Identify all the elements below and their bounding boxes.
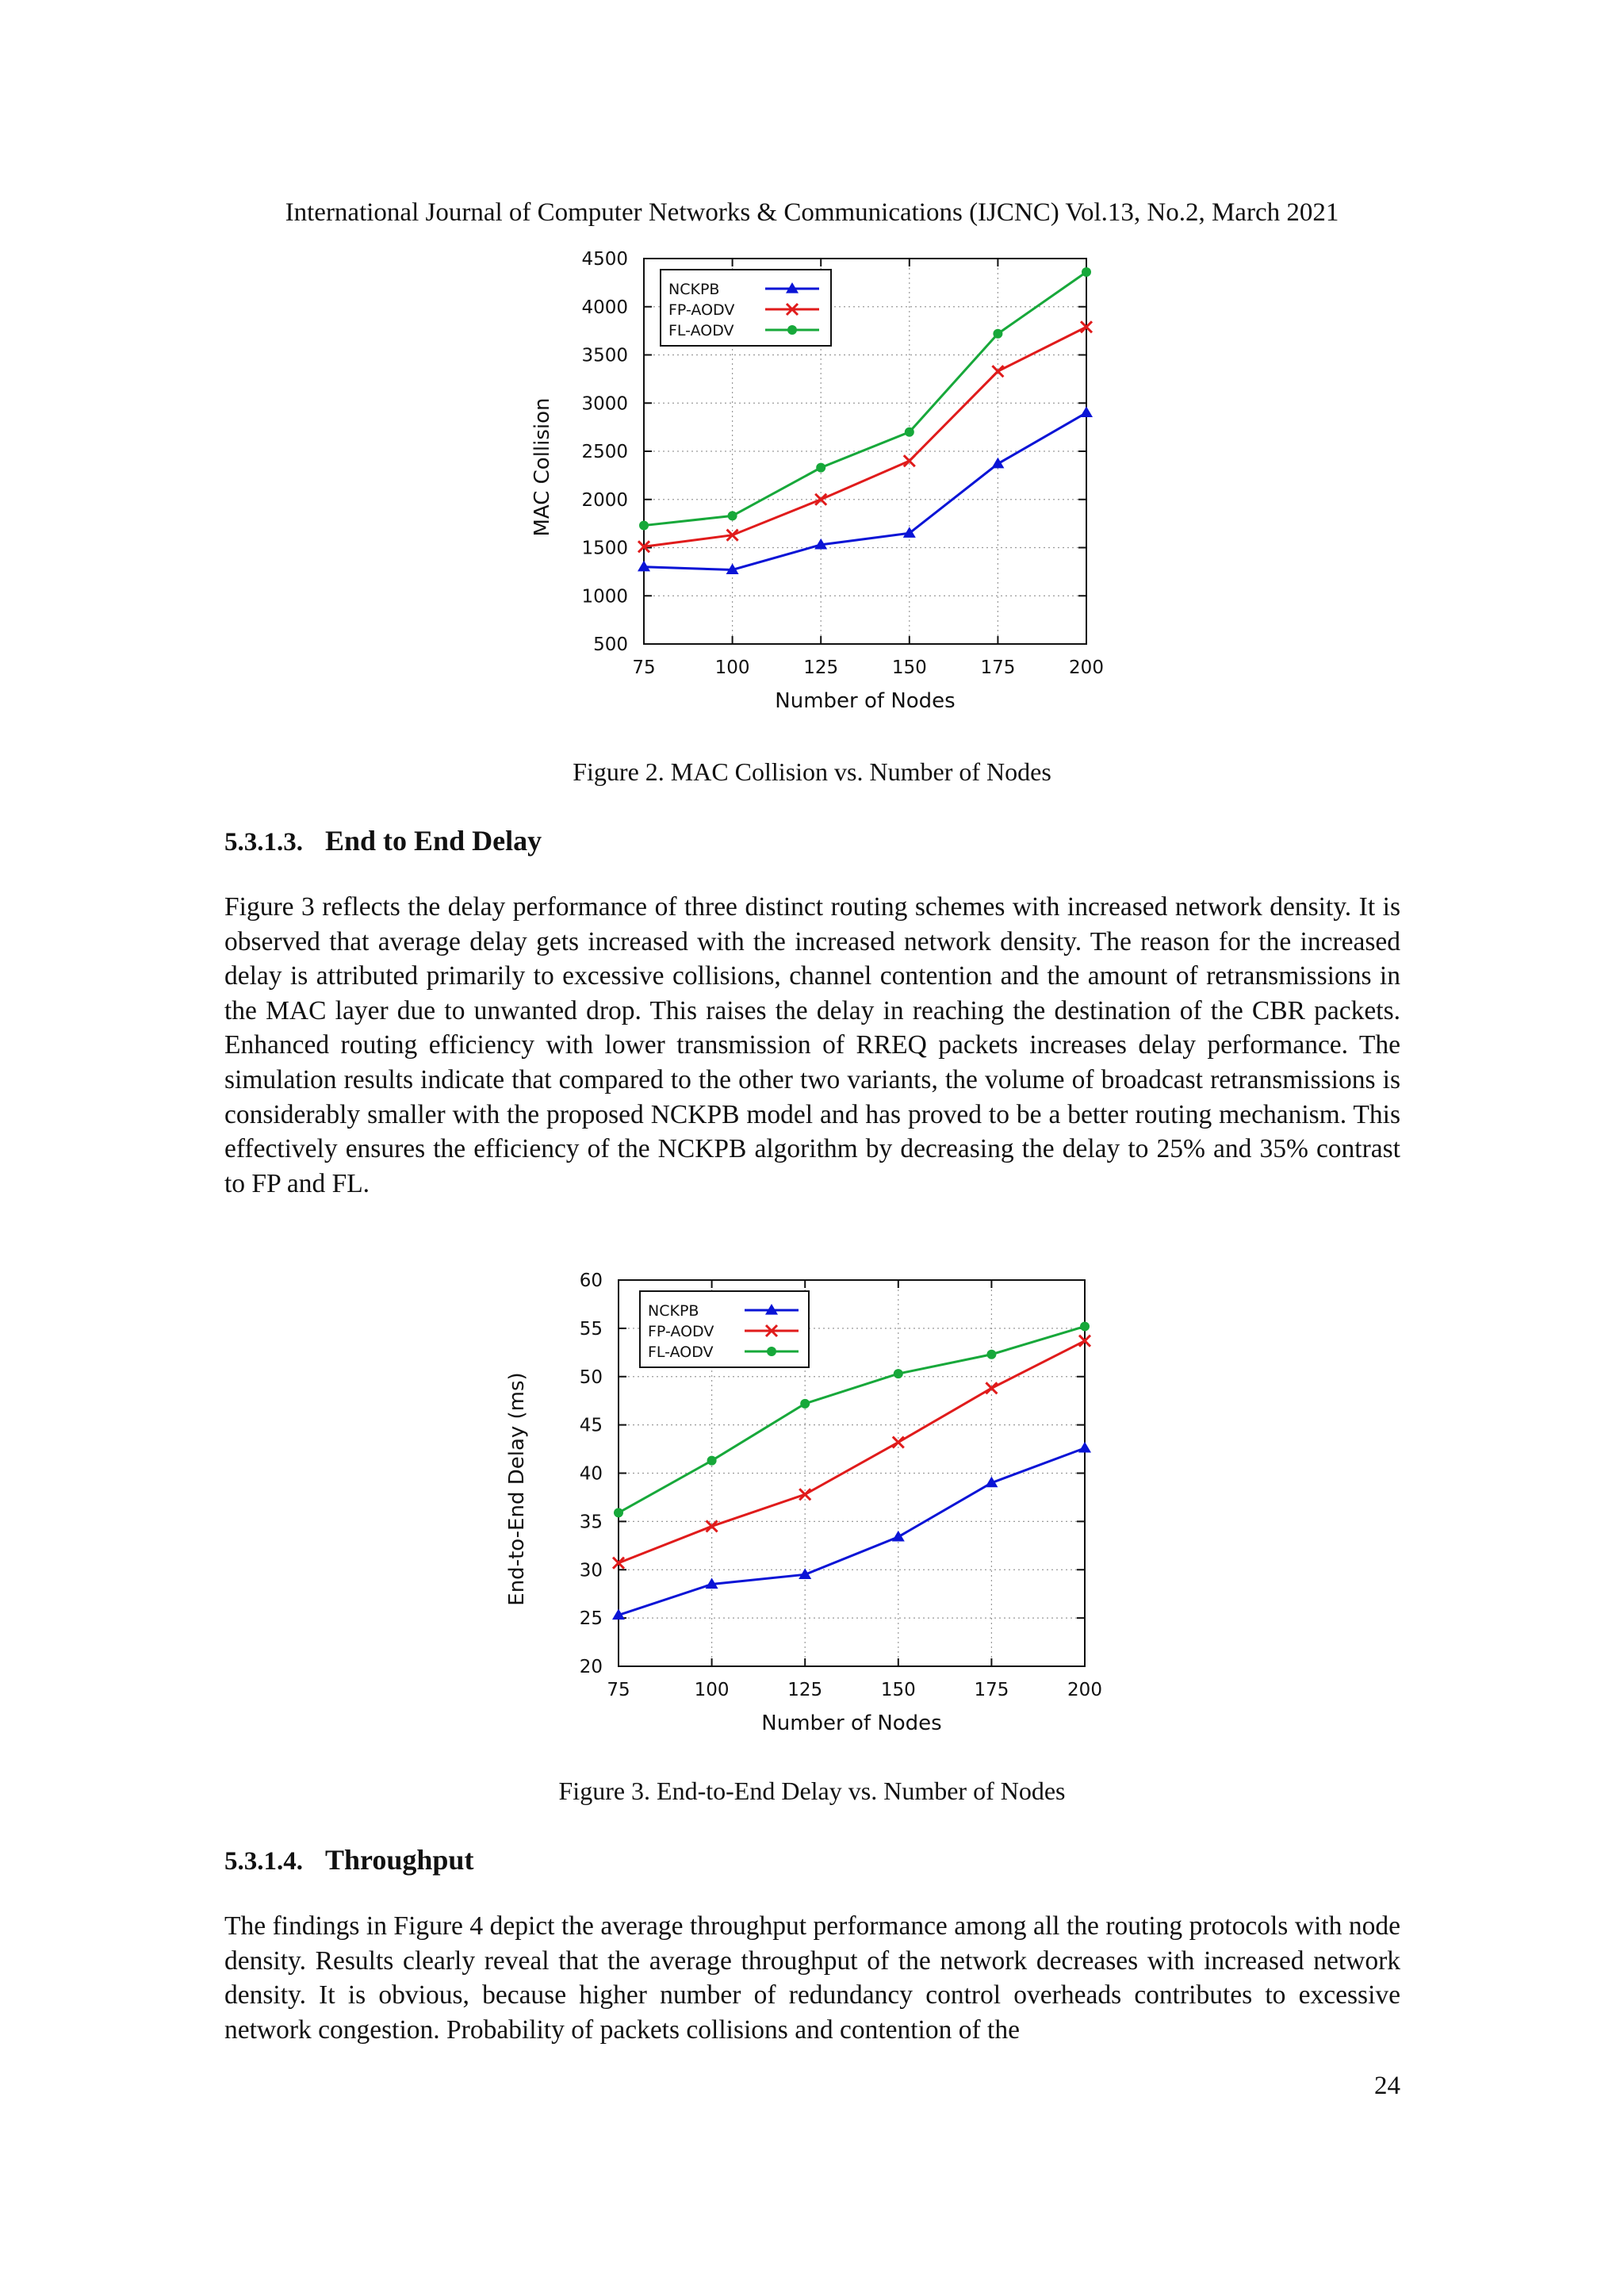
fl-aodv-point — [707, 1456, 717, 1466]
y-tick-label: 40 — [579, 1463, 603, 1485]
section-number: 5.3.1.3. — [224, 828, 303, 857]
legend-label-fl-aodv: FL-AODV — [668, 322, 734, 339]
x-axis-label: Number of Nodes — [775, 689, 956, 713]
legend-marker-fl-aodv — [787, 325, 797, 335]
fp-aodv-point — [707, 1520, 718, 1531]
nckpb-point — [1078, 1442, 1091, 1453]
x-tick-label: 150 — [880, 1680, 916, 1700]
y-tick-label: 500 — [593, 634, 628, 655]
fl-aodv-point — [986, 1350, 996, 1359]
fp-aodv-point — [992, 366, 1003, 377]
y-tick-label: 45 — [579, 1415, 603, 1436]
legend-marker-fl-aodv — [767, 1347, 776, 1356]
y-axis-label: MAC Collision — [530, 397, 554, 537]
x-tick-label: 125 — [803, 657, 839, 678]
nckpb-line — [644, 412, 1086, 569]
y-tick-label: 20 — [579, 1657, 603, 1677]
legend-label-nckpb: NCKPB — [668, 281, 720, 298]
delay-paragraph: Figure 3 reflects the delay performance of three distinct routing schemes with increased network density. It is observed that average delay gets increased with the increased network density. The reason for the increased delay is attributed primarily to excessive collisions, channel contention and the amount of retransmissions in the MAC layer due to unwanted drop. This raises the delay in reaching the destination of the CBR packets. Enhanced routing efficiency with lower transmission of RREQ packets increases delay performance. The simulation results indicate that compared to the other two variants, the volume of broadcast retransmissions is considerably smaller with the proposed NCKPB model and has proved to be a better routing mechanism. This effectively ensures the efficiency of the NCKPB algorithm by decreasing the delay to 25% and 35% contrast to FP and FL. — [224, 892, 1400, 1198]
y-tick-label: 3500 — [581, 345, 628, 366]
fl-aodv-point — [1080, 1321, 1090, 1331]
figure-2-caption: Figure 2. MAC Collision vs. Number of Nodes — [573, 757, 1051, 786]
legend-label-nckpb: NCKPB — [648, 1302, 699, 1320]
fl-aodv-point — [905, 427, 914, 437]
section-title: End to End Delay — [325, 825, 542, 857]
legend-label-fp-aodv: FP-AODV — [648, 1323, 714, 1340]
section-heading-end-to-end-delay — [224, 823, 542, 860]
end-to-end-delay-chart — [0, 1257, 1624, 1749]
fl-aodv-point — [816, 463, 825, 473]
y-tick-label: 2000 — [581, 489, 628, 511]
fl-aodv-point — [800, 1399, 810, 1409]
x-tick-label: 125 — [787, 1680, 823, 1700]
y-tick-label: 30 — [579, 1560, 603, 1581]
fl-aodv-point — [639, 521, 649, 531]
section-heading-throughput — [224, 1842, 473, 1879]
x-tick-label: 100 — [714, 657, 750, 678]
mac-collision-chart — [0, 238, 1624, 730]
fl-aodv-point — [894, 1369, 903, 1378]
x-tick-label: 175 — [974, 1680, 1009, 1700]
fp-aodv-point — [904, 455, 915, 466]
x-tick-label: 150 — [891, 657, 927, 678]
throughput-paragraph: The findings in Figure 4 depict the average throughput performance among all the routing protocols with node density. Results clearly reveal that the average throughput of the network decreases with increased network density. It is obvious, because higher number of redundancy control overheads contributes to excessive network congestion. Probability of packets collisions and contention of the — [224, 1911, 1400, 2045]
figure-2 — [0, 238, 1624, 730]
running-header: International Journal of Computer Networks & Communications (IJCNC) Vol.13, No.2, March 2021 — [285, 198, 1339, 227]
nckpb-point — [991, 458, 1004, 469]
legend-label-fl-aodv: FL-AODV — [648, 1343, 714, 1361]
fl-aodv-point — [728, 511, 737, 520]
y-tick-label: 1000 — [581, 586, 628, 608]
fp-aodv-line — [644, 327, 1086, 546]
legend-label-fp-aodv: FP-AODV — [668, 301, 735, 319]
y-tick-label: 55 — [579, 1318, 603, 1340]
y-tick-label: 60 — [579, 1271, 603, 1291]
y-tick-label: 3000 — [581, 393, 628, 415]
y-tick-label: 1500 — [581, 538, 628, 559]
nckpb-point — [1080, 406, 1093, 417]
page-number: 24 — [1374, 2072, 1400, 2100]
section-number: 5.3.1.4. — [224, 1847, 303, 1876]
x-tick-label: 200 — [1069, 657, 1104, 678]
x-tick-label: 75 — [632, 657, 656, 678]
y-axis-label: End-to-End Delay (ms) — [505, 1372, 529, 1606]
fl-aodv-point — [614, 1508, 623, 1517]
y-tick-label: 4000 — [581, 297, 628, 318]
x-axis-label: Number of Nodes — [761, 1711, 942, 1735]
x-tick-label: 100 — [694, 1680, 730, 1700]
fp-aodv-line — [619, 1341, 1085, 1563]
fl-aodv-point — [1082, 267, 1091, 277]
fp-aodv-point — [986, 1382, 997, 1393]
y-tick-label: 25 — [579, 1608, 603, 1630]
nckpb-point — [892, 1531, 905, 1542]
y-tick-label: 35 — [579, 1512, 603, 1533]
figure-3 — [0, 1257, 1624, 1749]
fl-aodv-point — [993, 329, 1002, 339]
section-title: Throughput — [325, 1844, 474, 1876]
y-tick-label: 50 — [579, 1366, 603, 1388]
x-tick-label: 175 — [980, 657, 1016, 678]
y-tick-label: 2500 — [581, 442, 628, 462]
y-tick-label: 4500 — [581, 249, 628, 270]
x-tick-label: 75 — [607, 1680, 630, 1700]
x-tick-label: 200 — [1067, 1680, 1102, 1700]
figure-3-caption: Figure 3. End-to-End Delay vs. Number of Nodes — [558, 1777, 1066, 1805]
